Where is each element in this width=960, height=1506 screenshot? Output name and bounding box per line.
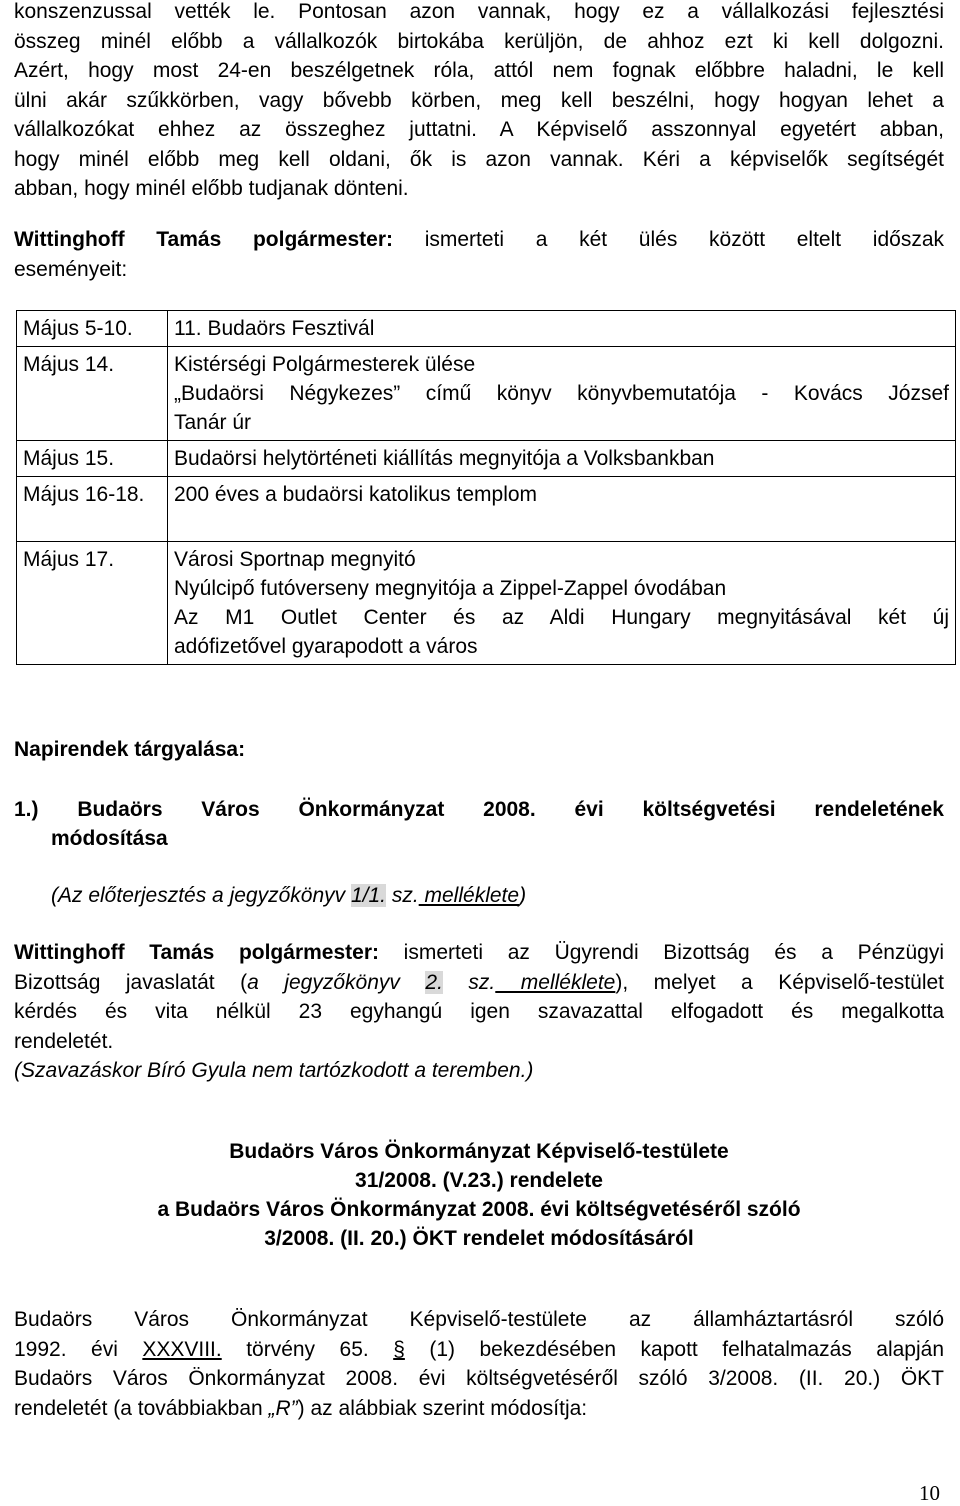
agenda-title-word: rendeletének: [814, 798, 944, 821]
table-row: [17, 311, 956, 347]
event-description: Budaörsi helytörténeti kiállítás megnyitója a Volksbankban: [168, 441, 956, 477]
event-description: 11. Budaörs Fesztivál: [168, 311, 956, 347]
text-line: hogy minél előbb meg kell oldani, ők is azon vannak. Kéri a képviselők segítségét: [14, 147, 944, 171]
agenda-heading: Napirendek tárgyalása:: [14, 738, 246, 761]
speaker-name: Wittinghoff Tamás polgármester:: [14, 941, 379, 964]
text-line: abban, hogy minél előbb tudjanak dönteni.: [14, 177, 409, 200]
paragraph-mayor-events: [14, 225, 944, 284]
table-row: [17, 542, 956, 665]
event-date: Május 17.: [17, 542, 168, 665]
decree-title: Budaörs Város Önkormányzat Képviselő-testülete 31/2008. (V.23.) rendelete a Budaörs Város Önkormányzat 2008. évi költségvetéséről szóló 3/2008. (II. 20.) ÖKT rendelet módosításáról: [157, 1140, 801, 1250]
agenda-title-word: Város: [201, 798, 260, 821]
paragraph-decree-preamble: Budaörs Város Önkormányzat Képviselő-testülete az államháztartásról szóló 1992. évi XXXVIII. törvény 65. § (1) bekezdésében kapott felhatalmazás alapján Budaörs Város Önkormányzat 2008. évi költségvetéséről szóló 3/2008. (II. 20.) ÖKT rendeletét (a továbbiakban „R”) az alábbiak szerint módosítja:: [14, 1305, 944, 1423]
table-row: [17, 347, 956, 441]
voting-note: (Szavazáskor Bíró Gyula nem tartózkodott a teremben.): [14, 1059, 534, 1082]
agenda-title-word: költségvetési: [642, 798, 776, 821]
speaker-name: Wittinghoff Tamás polgármester:: [14, 228, 393, 251]
agenda-title-word: Önkormányzat: [298, 798, 445, 821]
agenda-title-word: Budaörs: [77, 798, 163, 821]
text-span: ismerteti a két ülés között eltelt időszak: [393, 228, 944, 251]
section-sign: §: [393, 1337, 405, 1361]
paragraph-mayor-budget: Wittinghoff Tamás polgármester: ismerteti az Ügyrendi Bizottság és a Pénzügyi Bizottság javaslatát (a jegyzőkönyv 2. sz. melléklete), melyet a Képviselő-testület kérdés és vita nélkül 23 egyhangú igen szavazattal elfogadott és megalkotta rendeletét. (Szavazáskor Bíró Gyula nem tartózkodott a teremben.): [14, 938, 944, 1086]
event-date: Május 16-18.: [17, 477, 168, 542]
event-date: Május 14.: [17, 347, 168, 441]
events-table: [16, 310, 956, 665]
text-line: konszenzussal vették le. Pontosan azon vannak, hogy ez a vállalkozási fejlesztési: [14, 0, 944, 23]
text-line: kérdés és vita nélkül 23 egyhangú igen szavazattal elfogadott és megalkotta: [14, 1000, 944, 1023]
text-line: vállalkozókat ehhez az összeghez juttatni. A Képviselő asszonnyal egyetért abban,: [14, 118, 944, 141]
paragraph-discussion: [14, 0, 944, 204]
event-description: Városi Sportnap megnyitó Nyúlcipő futóverseny megnyitója a Zippel-Zappel óvodában Az M1 Outlet Center és az Aldi Hungary megnyitásával két új adófizetővel gyarapodott a város: [168, 542, 956, 665]
text-line: eseményeit:: [14, 257, 128, 281]
attachment-reference: (Az előterjesztés a jegyzőkönyv 1/1. sz. melléklete): [51, 884, 527, 907]
agenda-title-word: 1.): [14, 798, 39, 821]
table-row: [17, 441, 956, 477]
event-date: Május 15.: [17, 441, 168, 477]
text-line: Budaörs Város Önkormányzat 2008. évi költségvetéséről szóló 3/2008. (II. 20.) ÖKT: [14, 1367, 944, 1390]
event-date: Május 5-10.: [17, 311, 168, 347]
agenda-item-title: [14, 795, 944, 824]
event-description: Kistérségi Polgármesterek ülése „Budaörsi Négykezes” című könyv könyvbemutatója - Kovács József Tanár úr: [168, 347, 956, 441]
text-line: rendeletét.: [14, 1029, 114, 1053]
text-line: Azért, hogy most 24-en beszélgetnek róla, attól nem fognak előbbre haladni, le kell: [14, 59, 944, 82]
agenda-item-title-cont: módosítása: [51, 827, 168, 850]
agenda-title-word: évi: [574, 798, 604, 821]
agenda-title-word: 2008.: [483, 798, 536, 821]
agenda-item-1: [14, 795, 944, 853]
table-row: [17, 477, 956, 542]
page-number: 10: [919, 1481, 940, 1505]
text-line: összeg minél előbb a vállalkozók birtokába kerüljön, de ahhoz ezt ki kell dolgozni.: [14, 29, 944, 53]
event-description: 200 éves a budaörsi katolikus templom: [168, 477, 956, 542]
text-line: ülni akár szűkkörben, vagy bővebb körben, meg kell beszélni, hogy hogyan lehet a: [14, 88, 944, 112]
text-line: Budaörs Város Önkormányzat Képviselő-testülete az államháztartásról szóló: [14, 1308, 944, 1331]
